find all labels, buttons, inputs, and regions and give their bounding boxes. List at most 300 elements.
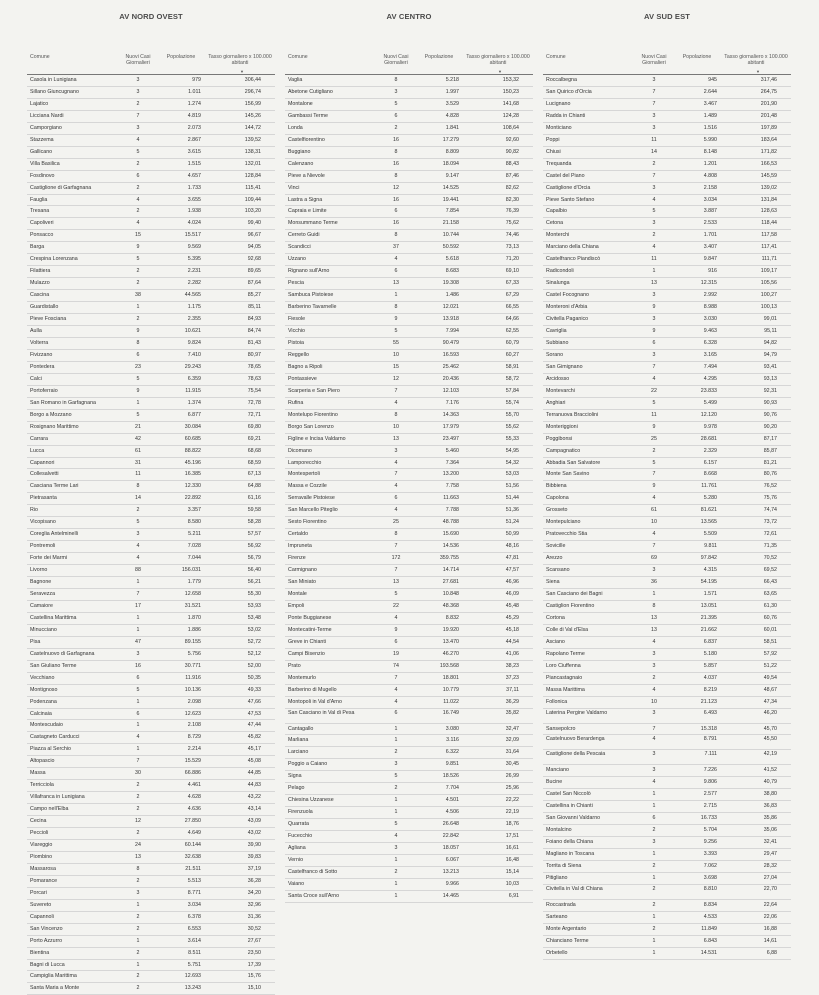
table-row: [543, 724, 791, 736]
table-row: [27, 613, 275, 625]
table-row: [27, 398, 275, 410]
header-rate[interactable]: Tasso giornaliero x 100.000 abitanti: [466, 54, 530, 67]
rate-cell: 111,71: [761, 256, 777, 263]
new-cases-cell: 1: [394, 857, 398, 863]
rate-cell: 74,74: [763, 507, 777, 514]
table-row: [285, 99, 533, 111]
new-cases-cell: 3: [394, 761, 398, 768]
table-row: [27, 517, 275, 529]
municipality-name: Stazzema: [30, 136, 54, 143]
new-cases-cell: 7: [394, 543, 398, 550]
table-row: [27, 254, 275, 266]
population-cell: 18.094: [442, 160, 459, 167]
rate-cell: 16,88: [763, 925, 777, 932]
population-cell: 8.834: [703, 902, 717, 908]
municipality-name: Rapolano Terme: [546, 650, 585, 657]
rate-cell: 55,62: [505, 423, 519, 430]
rate-cell: 45,08: [247, 758, 261, 765]
rate-cell: 64,66: [505, 316, 519, 323]
table-row: [543, 813, 791, 825]
municipality-name: Cantagallo: [288, 725, 314, 732]
table-row: [285, 171, 533, 183]
municipality-name: Arezzo: [546, 555, 563, 562]
new-cases-cell: 10: [651, 519, 657, 526]
municipality-name: Larciano: [288, 749, 309, 756]
new-cases-cell: 2: [652, 886, 656, 892]
table-row: [27, 481, 275, 493]
table-row: [543, 924, 791, 936]
municipality-name: Montepulciano: [546, 519, 581, 526]
rate-cell: 53,03: [505, 471, 519, 478]
new-cases-cell: 1: [394, 892, 398, 899]
population-cell: 8.729: [187, 734, 201, 741]
table-row: [285, 613, 533, 625]
rate-cell: 100,27: [760, 292, 777, 299]
municipality-name: Aulla: [30, 328, 42, 335]
table-row: [543, 99, 791, 111]
population-cell: 2.644: [703, 88, 717, 95]
rate-cell: 27,67: [247, 937, 261, 944]
rate-cell: 45,50: [763, 736, 777, 743]
population-cell: 12.315: [700, 280, 717, 287]
rate-cell: 47,34: [763, 698, 777, 705]
rate-cell: 71,35: [763, 543, 777, 550]
municipality-name: Civitella in Val di Chiana: [546, 886, 603, 892]
population-cell: 5.618: [445, 256, 459, 263]
population-cell: 13.051: [700, 602, 717, 609]
population-cell: 8.791: [703, 736, 717, 743]
rate-cell: 35,82: [505, 709, 519, 716]
new-cases-cell: 5: [136, 375, 140, 382]
population-cell: 8.511: [188, 949, 201, 956]
population-cell: 15.517: [184, 232, 201, 239]
table-row: [543, 625, 791, 637]
table-row: [543, 147, 791, 159]
population-cell: 7.854: [445, 208, 459, 215]
new-cases-cell: 2: [136, 830, 140, 837]
header-new-cases[interactable]: Nuovi Casi Giornalieri: [125, 54, 151, 67]
municipality-name: Manciano: [546, 767, 569, 774]
rate-cell: 51,56: [505, 483, 519, 490]
municipality-name: Firenze: [288, 555, 306, 562]
municipality-name: Capalbio: [546, 208, 567, 215]
new-cases-cell: 2: [652, 827, 656, 834]
new-cases-cell: 4: [394, 507, 398, 514]
new-cases-cell: 88: [135, 567, 141, 574]
population-cell: 3.030: [703, 316, 717, 323]
municipality-name: Radicondoli: [546, 268, 574, 275]
new-cases-cell: 2: [652, 902, 656, 908]
municipality-name: Castel San Niccolò: [546, 791, 591, 798]
municipality-name: Fosdinovo: [30, 172, 55, 179]
municipality-name: Pieve Santo Stefano: [546, 196, 595, 203]
population-cell: 2.533: [703, 220, 717, 227]
new-cases-cell: 4: [652, 375, 656, 382]
table-row: [285, 422, 533, 434]
table-row: [27, 75, 275, 87]
municipality-name: Quarrata: [288, 821, 309, 828]
table-row: [285, 350, 533, 362]
municipality-name: Monteroni d'Arbia: [546, 304, 588, 311]
population-cell: 28.681: [700, 435, 717, 442]
population-cell: 9.463: [703, 328, 717, 335]
rate-cell: 96,67: [247, 232, 261, 239]
table-row: [27, 744, 275, 756]
table-row: [285, 458, 533, 470]
table-row: [27, 326, 275, 338]
new-cases-cell: 2: [136, 985, 140, 992]
new-cases-cell: 5: [394, 773, 398, 780]
table-row: [285, 314, 533, 326]
new-cases-cell: 3: [136, 889, 140, 896]
new-cases-cell: 4: [652, 779, 656, 786]
table-row: [27, 912, 275, 924]
rate-cell: 69,10: [505, 268, 519, 275]
population-cell: 25.462: [442, 363, 459, 370]
population-cell: 4.819: [187, 112, 201, 119]
rate-cell: 82,30: [505, 196, 519, 203]
table-row: [543, 673, 791, 685]
municipality-name: Lucca: [30, 447, 45, 454]
rate-cell: 30,45: [505, 761, 519, 768]
table-header: [285, 24, 533, 75]
population-cell: 1.515: [187, 160, 201, 167]
rate-cell: 31,36: [247, 913, 261, 920]
new-cases-cell: 15: [393, 363, 399, 370]
table-row: [285, 855, 533, 867]
new-cases-cell: 4: [394, 614, 398, 621]
new-cases-cell: 2: [652, 160, 656, 167]
municipality-name: Campo nell'Elba: [30, 806, 69, 813]
rate-cell: 153,32: [502, 77, 519, 83]
rate-cell: 45,70: [763, 725, 777, 732]
rate-cell: 66,43: [763, 579, 777, 586]
new-cases-cell: 3: [652, 662, 656, 669]
header-rate[interactable]: Tasso giornaliero x 100.000 abitanti: [208, 54, 272, 67]
rate-cell: 48,16: [505, 543, 519, 550]
municipality-name: Trequanda: [546, 160, 572, 167]
new-cases-cell: 3: [136, 650, 140, 657]
population-cell: 7.410: [187, 351, 201, 358]
population-cell: 10.744: [442, 232, 459, 239]
header-population[interactable]: Popolazione: [166, 54, 196, 60]
population-cell: 2.867: [187, 136, 201, 143]
rate-cell: 69,52: [763, 567, 777, 574]
table-row: [27, 756, 275, 768]
rate-cell: 128,63: [760, 208, 777, 215]
rate-cell: 72,71: [247, 411, 261, 418]
population-cell: 2.715: [703, 803, 717, 810]
population-cell: 12.658: [184, 590, 201, 597]
rate-cell: 85,11: [248, 304, 261, 311]
rate-cell: 47,81: [505, 555, 519, 562]
sort-desc-icon[interactable]: ▼: [756, 69, 760, 74]
table-row: [27, 589, 275, 601]
new-cases-cell: 1: [136, 304, 140, 311]
population-cell: 48.788: [442, 519, 459, 526]
new-cases-cell: 1: [136, 399, 140, 406]
table-row: [543, 374, 791, 386]
header-population[interactable]: Popolazione: [424, 54, 454, 60]
new-cases-cell: 61: [651, 507, 657, 514]
table-row: [543, 517, 791, 529]
population-cell: 48.368: [442, 602, 459, 609]
table-row: [27, 422, 275, 434]
population-cell: 5.751: [187, 961, 201, 968]
municipality-name: Crespina Lorenzana: [30, 256, 78, 263]
population-cell: 12.693: [184, 973, 201, 980]
table-row: [285, 661, 533, 673]
table-row: [27, 720, 275, 732]
rate-cell: 40,79: [763, 779, 777, 786]
population-cell: 3.615: [187, 148, 201, 155]
rate-cell: 56,92: [247, 543, 261, 550]
population-cell: 5.218: [445, 77, 459, 83]
header-comune[interactable]: Comune: [30, 54, 50, 60]
new-cases-cell: 2: [136, 208, 140, 215]
municipality-name: Bibbiena: [546, 483, 567, 490]
new-cases-cell: 1: [652, 875, 656, 882]
new-cases-cell: 8: [394, 232, 398, 239]
table-row: [543, 601, 791, 613]
municipality-name: San Giovanni Valdarno: [546, 815, 601, 822]
population-cell: 4.037: [703, 674, 717, 681]
rate-cell: 50,99: [505, 531, 519, 538]
new-cases-cell: 5: [394, 590, 398, 597]
rate-cell: 144,72: [244, 124, 261, 131]
table-row: [27, 87, 275, 99]
new-cases-cell: 6: [136, 351, 140, 358]
rate-cell: 47,57: [505, 567, 519, 574]
new-cases-cell: 8: [652, 602, 656, 609]
population-cell: 19.441: [442, 196, 459, 203]
sort-desc-icon[interactable]: ▼: [240, 69, 244, 74]
new-cases-cell: 3: [652, 220, 656, 227]
rate-cell: 45,18: [505, 626, 519, 633]
municipality-name: Rio: [30, 507, 38, 514]
new-cases-cell: 6: [394, 638, 398, 645]
population-cell: 9.966: [445, 880, 459, 887]
table-row: [285, 481, 533, 493]
table-row: [543, 446, 791, 458]
rate-cell: 30,52: [247, 925, 261, 932]
rate-cell: 118,44: [761, 220, 777, 227]
municipality-name: Roccastrada: [546, 902, 576, 908]
population-cell: 6.493: [703, 709, 717, 716]
population-cell: 27.850: [184, 818, 201, 825]
rate-cell: 60,01: [763, 626, 777, 633]
municipality-name: Pontedera: [30, 363, 55, 370]
population-cell: 3.080: [445, 725, 459, 732]
table-row: [285, 891, 533, 903]
header-new-cases[interactable]: Nuovi Casi Giornalieri: [641, 54, 667, 67]
municipality-name: Castel Focognano: [546, 292, 589, 299]
population-cell: 7.494: [703, 363, 717, 370]
new-cases-cell: 2: [136, 973, 140, 980]
rate-cell: 90,82: [505, 148, 519, 155]
rate-cell: 35,06: [763, 827, 777, 834]
population-cell: 1.886: [187, 626, 201, 633]
municipality-name: Massarosa: [30, 865, 56, 872]
new-cases-cell: 1: [136, 722, 140, 729]
table-row: [285, 398, 533, 410]
new-cases-cell: 6: [394, 709, 398, 716]
table-row: [543, 553, 791, 565]
population-cell: 45.196: [184, 459, 201, 466]
population-cell: 1.733: [187, 184, 201, 191]
municipality-name: Vicchio: [288, 328, 305, 335]
header-new-cases[interactable]: Nuovi Casi Giornalieri: [383, 54, 409, 67]
population-cell: 14.363: [442, 411, 459, 418]
municipality-name: Capraia e Limite: [288, 208, 327, 215]
table-row: [543, 290, 791, 302]
rate-cell: 99,01: [763, 316, 777, 323]
municipality-name: Capannoli: [30, 913, 54, 920]
rate-cell: 58,91: [505, 363, 519, 370]
municipality-name: Sovicille: [546, 543, 566, 550]
municipality-name: Cortona: [546, 614, 565, 621]
population-cell: 2.577: [703, 791, 717, 798]
population-cell: 1.701: [703, 232, 717, 239]
rate-cell: 80,97: [247, 351, 261, 358]
table-row: [543, 801, 791, 813]
new-cases-cell: 1: [394, 737, 398, 744]
rate-cell: 61,16: [247, 495, 261, 502]
municipality-name: Forte dei Marmi: [30, 555, 68, 562]
rate-cell: 93,13: [763, 375, 777, 382]
header-rate[interactable]: Tasso giornaliero x 100.000 abitanti: [724, 54, 788, 67]
rate-cell: 27,04: [763, 875, 777, 882]
table-row: [285, 302, 533, 314]
population-cell: 1.841: [445, 124, 459, 131]
new-cases-cell: 2: [136, 877, 140, 884]
rate-cell: 88,43: [505, 160, 519, 167]
population-cell: 2.231: [187, 268, 201, 275]
municipality-name: Monticiano: [546, 124, 572, 131]
new-cases-cell: 15: [135, 232, 141, 239]
new-cases-cell: 3: [652, 650, 656, 657]
table-row: [27, 864, 275, 876]
table-row: [543, 493, 791, 505]
population-cell: 7.364: [445, 459, 459, 466]
rate-cell: 296,74: [244, 88, 261, 95]
new-cases-cell: 5: [136, 256, 140, 263]
new-cases-cell: 2: [394, 124, 398, 131]
population-cell: 21.123: [700, 698, 717, 705]
table-row: [285, 807, 533, 819]
municipality-name: Terranuova Bracciolini: [546, 411, 599, 418]
municipality-name: Montopoli in Val d'Arno: [288, 698, 342, 705]
table-row: [543, 278, 791, 290]
population-cell: 13.213: [442, 868, 459, 875]
population-cell: 2.282: [187, 280, 201, 287]
table-row: [27, 183, 275, 195]
municipality-name: Monterchi: [546, 232, 570, 239]
new-cases-cell: 2: [136, 268, 140, 275]
rate-cell: 46,96: [505, 579, 519, 586]
table-row: [285, 759, 533, 771]
new-cases-cell: 14: [135, 495, 141, 502]
population-cell: 4.808: [703, 172, 717, 179]
table-row: [543, 936, 791, 948]
population-cell: 3.165: [703, 351, 717, 358]
new-cases-cell: 2: [394, 749, 398, 756]
municipality-name: Civitella Paganico: [546, 316, 589, 323]
population-cell: 13.470: [442, 638, 459, 645]
population-cell: 4.649: [187, 830, 201, 837]
rate-cell: 37,11: [506, 686, 519, 693]
table-row: [285, 637, 533, 649]
population-cell: 11.761: [701, 483, 717, 490]
municipality-name: Pieve Fosciana: [30, 316, 67, 323]
municipality-name: Bagni di Lucca: [30, 961, 65, 968]
table-row: [543, 422, 791, 434]
rate-cell: 60,27: [505, 351, 519, 358]
header-comune[interactable]: Comune: [546, 54, 566, 60]
rate-cell: 41,52: [763, 767, 777, 774]
population-cell: 19.920: [442, 626, 459, 633]
table-row: [285, 724, 533, 736]
table-row: [543, 885, 791, 900]
population-cell: 6.067: [445, 857, 459, 863]
municipality-name: Calcinaia: [30, 710, 52, 717]
municipality-name: Suvereto: [30, 901, 52, 908]
municipality-name: Tresana: [30, 208, 50, 215]
new-cases-cell: 13: [651, 614, 657, 621]
table-row: [285, 541, 533, 553]
new-cases-cell: 9: [136, 387, 140, 394]
table-row: [543, 242, 791, 254]
population-cell: 81.621: [700, 507, 717, 514]
rate-cell: 53,02: [247, 626, 261, 633]
new-cases-cell: 36: [651, 579, 657, 586]
new-cases-cell: 2: [652, 925, 656, 932]
municipality-name: Castiglion Fiorentino: [546, 602, 595, 609]
rate-cell: 22,70: [763, 886, 777, 892]
new-cases-cell: 2: [136, 806, 140, 813]
table-row: [543, 589, 791, 601]
new-cases-cell: 4: [136, 220, 140, 227]
population-cell: 30.084: [184, 423, 201, 430]
population-cell: 6.328: [703, 339, 717, 346]
municipality-name: Montalcino: [546, 827, 572, 834]
new-cases-cell: 22: [393, 602, 399, 609]
table-row: [543, 637, 791, 649]
header-population[interactable]: Popolazione: [682, 54, 712, 60]
table-row: [27, 625, 275, 637]
table-row: [27, 434, 275, 446]
new-cases-cell: 2: [394, 868, 398, 875]
table-row: [543, 111, 791, 123]
municipality-name: Castiglione di Garfagnana: [30, 184, 92, 191]
rate-cell: 94,79: [763, 351, 777, 358]
new-cases-cell: 3: [394, 447, 398, 454]
new-cases-cell: 2: [136, 782, 140, 789]
population-cell: 13.565: [700, 519, 717, 526]
sort-desc-icon[interactable]: ▼: [498, 69, 502, 74]
rate-cell: 67,33: [505, 280, 519, 287]
table-row: [543, 912, 791, 924]
population-cell: 3.407: [703, 244, 717, 251]
municipality-name: Reggello: [288, 351, 309, 358]
table-row: [543, 230, 791, 242]
rate-cell: 78,63: [247, 375, 261, 382]
municipality-name: Piombino: [30, 853, 53, 860]
municipality-name: Monsummano Terme: [288, 220, 338, 227]
municipality-name: Monte Argentario: [546, 925, 587, 932]
new-cases-cell: 13: [393, 280, 399, 287]
header-comune[interactable]: Comune: [288, 54, 308, 60]
